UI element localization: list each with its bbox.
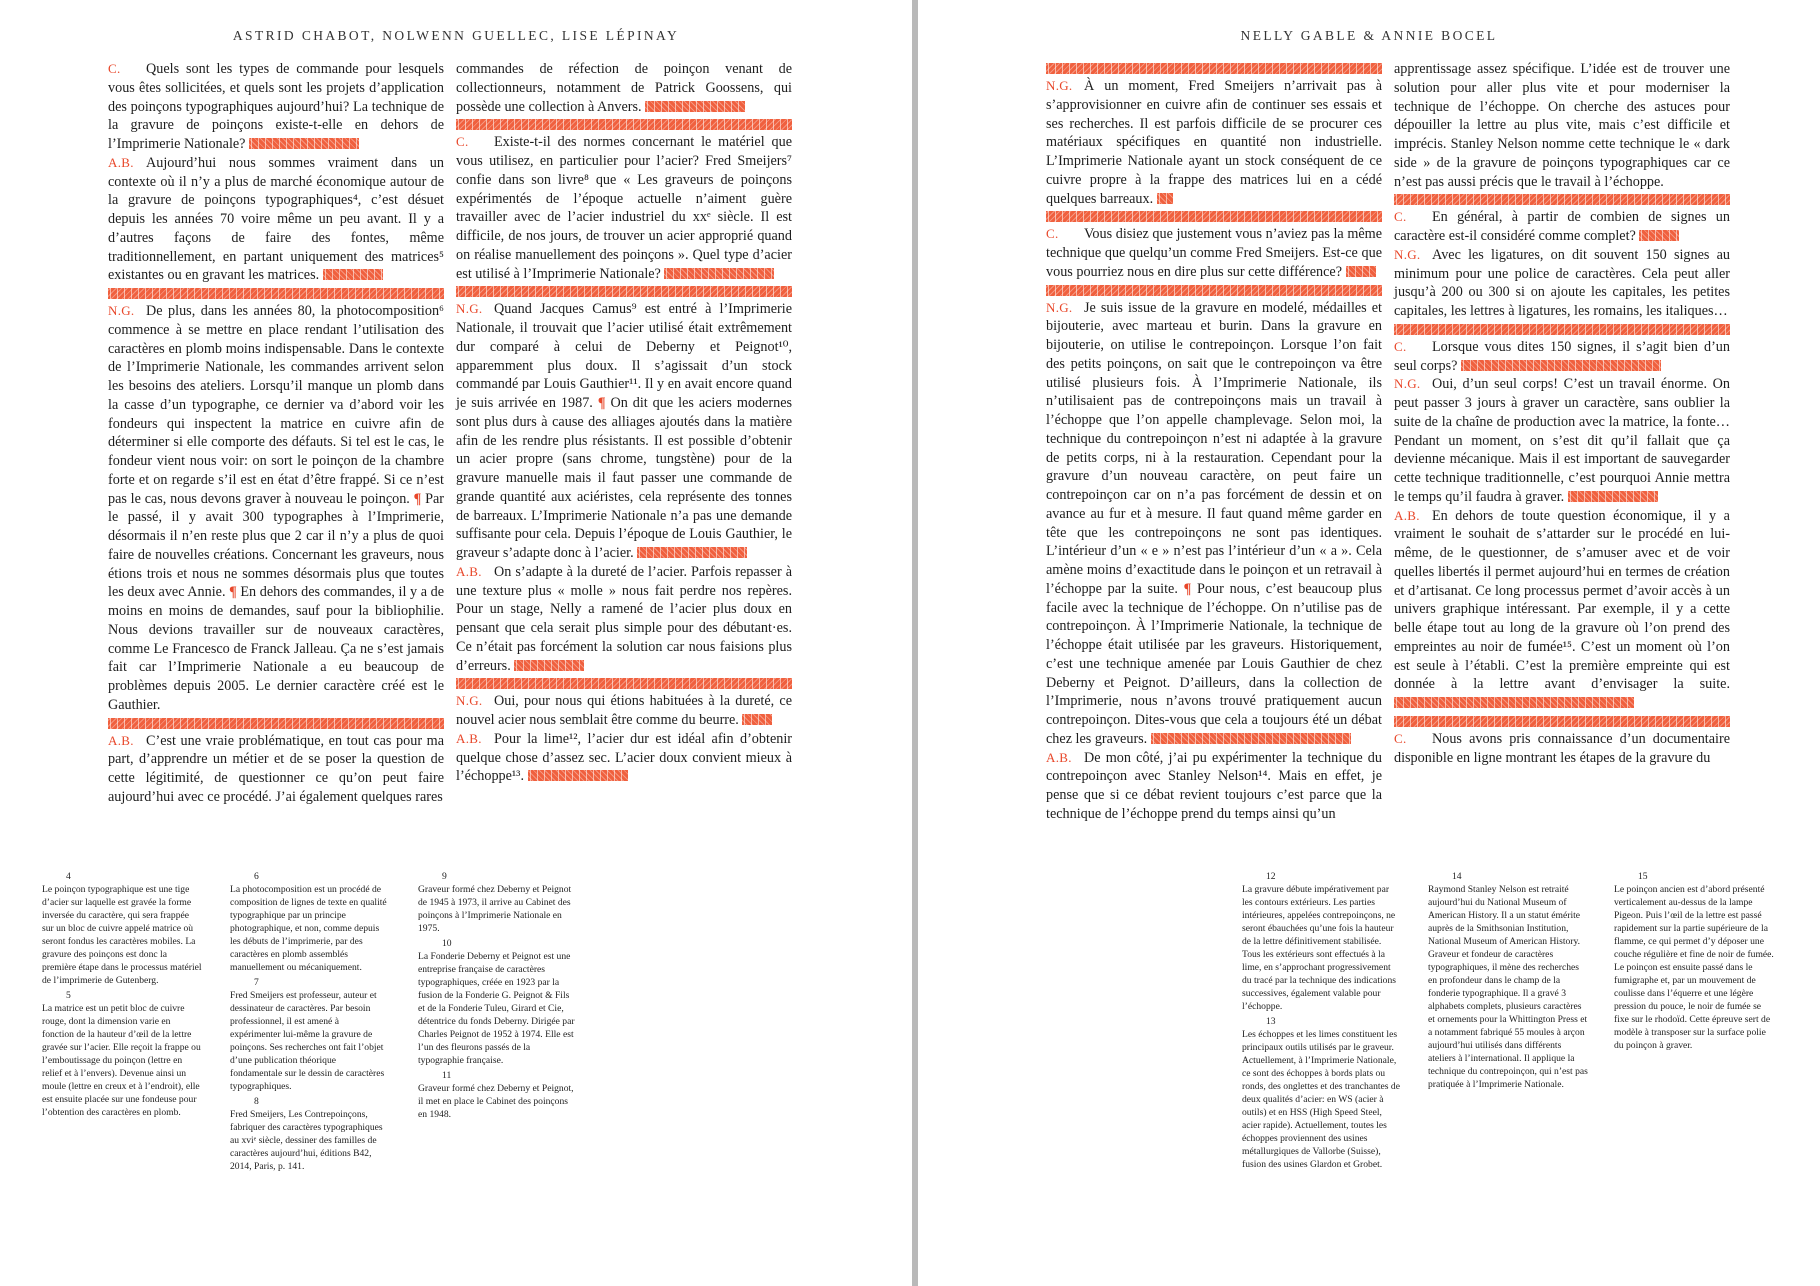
paragraph-text: De plus, dans les années 80, la photocomposition⁶ commence à se mettre en place rendant l’utilisation des caractères en plomb moins indispensable. Dans le contexte de l’Imprimerie Nationale, les commandes arrivent selon les besoins des ateliers. Lorsqu’il manque un plomb dans la casse d’un typographe, ce dernier va d’abord voir les fondeurs qui inspectent la matrice en cuivre afin de déterminer si elle comporte des défauts. Si tel est le cas, le fondeur vient nous voir: on sort le poinçon de la chambre forte et on regarde s’il est en état d’être frappé. Si ce n’est pas le cas, nous devons graver à nouveau le poinçon. [108, 303, 444, 507]
paragraph-text: Quels sont les types de commande pour lesquels vous êtes sollicitées, et quels sont les projets d’application des poinçons typographiques aujourd’hui? La technique de la gravure de poinçons existe-t-elle en dehors de l’Imprimerie Nationale? [108, 61, 444, 152]
right-column-2 [1394, 60, 1730, 767]
footnote-number: 10 [442, 938, 452, 949]
running-head-left: ASTRID CHABOT, NOLWENN GUELLEC, LISE LÉPINAY [232, 28, 680, 43]
ornament-fleuron [1346, 266, 1376, 277]
paragraph [1394, 730, 1730, 768]
footnote-number: 9 [442, 871, 447, 882]
pilcrow-icon: ¶ [229, 584, 237, 601]
paragraph [1394, 338, 1730, 376]
paragraph [1394, 60, 1730, 191]
ornament-row [1394, 324, 1730, 335]
footnote-number: 14 [1452, 871, 1462, 882]
footnote-number: 4 [66, 871, 71, 882]
paragraph-text: commandes de réfection de poinçon venant de collectionneurs, notamment de Patrick Goossens, qui possède une collection à Anvers. [456, 61, 792, 115]
ornament-fleuron [664, 268, 774, 279]
ornament-row [108, 718, 444, 729]
paragraph [456, 300, 792, 563]
footnote-number: 8 [254, 1096, 259, 1107]
footnote-text: Fred Smeijers, Les Contrepoinçons, fabriquer des caractères typographiques au xviᵉ siècle, dessiner des familles de caractères aujourd’hui, éditions B42, 2014, Paris, p. 141. [230, 1109, 383, 1172]
paragraph [456, 133, 792, 283]
ornament-fleuron [528, 770, 628, 781]
paragraph [456, 692, 792, 730]
paragraph-text: En général, à partir de combien de signes un caractère est-il considéré comme complet? [1394, 209, 1730, 244]
left-column-2 [456, 60, 792, 786]
ornament-fleuron [1568, 491, 1658, 502]
footnote-number: 13 [1266, 1016, 1276, 1027]
ornament-fleuron [514, 660, 584, 671]
footnote-number: 15 [1638, 871, 1648, 882]
paragraph-text: Aujourd’hui nous sommes vraiment dans un contexte où il n’y a plus de marché économique autour de la gravure de poinçons typographiques⁴, c’est désuet depuis les années 70 voire même un peu avant. Il y a d’autres façons de faire des fontes, même traditionnellement, en partant uniquement des matrices⁵ existantes ou en gravant les matrices. [108, 154, 444, 284]
footnote-text: Graveur formé chez Deberny et Peignot, il met en place le Cabinet des poinçons en 1948. [418, 1083, 574, 1120]
paragraph [108, 154, 444, 285]
footnote-text: Graveur formé chez Deberny et Peignot de 1945 à 1973, il arrive au Cabinet des poinçons à l’Imprimerie Nationale en 1975. [418, 884, 572, 934]
ornament-fleuron [1151, 733, 1351, 744]
speaker-label: N.G. [1046, 299, 1073, 315]
paragraph-text: Quand Jacques Camus⁹ est entré à l’Imprimerie Nationale, il trouvait que l’acier utilisé était extrêmement dur comparé à celui de Deberny et Peignot¹⁰, apparemment plus doux. Il s’agissait d’un stock commandé par Louis Gauthier¹¹. Il y en avait encore quand je suis arrivée en 1987. [456, 301, 792, 411]
ornament-row [108, 288, 444, 299]
speaker-label: A.B. [108, 732, 134, 748]
speaker-label: N.G. [108, 303, 135, 318]
footnote-number: 7 [254, 977, 259, 988]
ornament-fleuron [742, 714, 772, 725]
ornament-row [1394, 194, 1730, 205]
footnote-number: 12 [1266, 871, 1276, 882]
paragraph [1394, 375, 1730, 506]
footnote-text: La matrice est un petit bloc de cuivre rouge, dont la dimension varie en fonction de la hauteur d’œil de la lettre gravée sur l’acier. Elle reçoit la frappe ou l’emboutissage du poinçon (lettre en relief et à l’envers). Devenue ainsi un moule (lettre en creux et à l’endroit), elle est ensuite placée sur une fondeuse pour l’obtention des caractères en plomb. [42, 1003, 201, 1118]
speaker-label: A.B. [456, 563, 482, 579]
speaker-label: N.G. [456, 301, 483, 317]
pilcrow-icon: ¶ [597, 395, 606, 411]
ornament-row [456, 119, 792, 130]
footnote-text: La photocomposition est un procédé de composition de lignes de texte en qualité typographique par un principe photographique, et non, comme depuis les débuts de l’imprimerie, par des caractères en plomb assemblés manuellement ou mécaniquement. [230, 884, 387, 973]
ornament-fleuron [645, 101, 745, 112]
paragraph-text: Oui, d’un seul corps! C’est un travail énorme. On peut passer 3 jours à graver un caractère, sans oublier la suite de la chaîne de production avec la matrice, la fonte… Pendant un moment, on s’est dit qu’il fallait que ça devienne mécanique. Mais il est important de sauvegarder cette technique traditionnelle, c’est pourquoi Annie mettra le temps qu’il faudra à graver. [1394, 376, 1730, 505]
footnote-column [42, 868, 202, 1119]
ornament-row [456, 678, 792, 689]
footnote-column [418, 868, 578, 1121]
pilcrow-icon: ¶ [413, 490, 422, 507]
paragraph-text: Oui, pour nous qui étions habituées à la dureté, ce nouvel acier nous semblait être comme du beurre. [456, 693, 792, 728]
speaker-label: N.G. [456, 693, 483, 709]
paragraph [108, 732, 444, 807]
ornament-row [1046, 285, 1382, 296]
footnote-column [1614, 868, 1774, 1052]
paragraph-text: On dit que les aciers modernes sont plus durs à cause des alliages ajoutés dans la matière afin de les rendre plus résistants. Il est possible d’obtenir un acier propre (sans chrome, tungstène) pour de la gravure manuelle mais il faut passer une commande de grande quantité aux aciéristes, cela représente des tonnes de barreaux. L’Imprimerie Nationale n’a pas une demande suffisante pour cela. Depuis l’époque de Louis Gauthier, le graveur s’adapte donc à l’acier. [456, 395, 793, 561]
footnote-column [1428, 868, 1588, 1091]
paragraph [108, 60, 444, 154]
paragraph-text: Nous avons pris connaissance d’un documentaire disponible en ligne montrant les étapes de la gravure du [1394, 730, 1730, 766]
footnote-text: Raymond Stanley Nelson est retraité aujourd’hui du National Museum of American History. Il a un statut émérite auprès de la Smithsonian Institution, National Museum of American History. Graveur et fondeur de caractères typographiques, il mène des recherches en profondeur dans le champ de la fonderie typographique. Il a gravé 3 alphabets complets, plusieurs caractères et ornements pour la Whittington Press et a notamment fabriqué 55 moules à arçon aujourd’hui utilisés dans différents ateliers à l’international. Il applique la technique du contrepoinçon, qui n’est pas pratiquée à l’Imprimerie Nationale. [1428, 884, 1588, 1090]
paragraph [1046, 299, 1382, 749]
paragraph [1394, 208, 1730, 246]
footnote-number: 6 [254, 871, 259, 882]
footnote-text: Les échoppes et les limes constituent les principaux outils utilisés par le graveur. Actuellement, à l’Imprimerie Nationale, ce sont des échoppes à bords plats ou ronds, des onglettes et des tranchantes de deux qualités d’acier: en WS (acier à outils) et en HSS (High Speed Steel, acier rapide). Actuellement, toutes les échoppes proviennent des usines métallurgiques de Vallorbe (Suisse), fusion des usines Glardon et Grobet. [1242, 1029, 1400, 1170]
paragraph-text: Vous disiez que justement vous n’aviez pas la même technique que quelqu’un comme Fred Smeijers. Est-ce que vous pourriez nous en dire plus sur cette différence? [1046, 226, 1382, 280]
ornament-fleuron [323, 269, 383, 280]
paragraph-text: Je suis issue de la gravure en modelé, médailles et bijouterie, avec marteau et burin. Dans la gravure en bijouterie, on utilise le contrepoinçon. Lorsque l’on fait des petits poinçons, on sait que le contrepoinçon va être utilisé plusieurs fois. À l’Imprimerie Nationale, ils n’utilisaient pas de contrepoinçons mais un travail à l’échoppe que l’on appelle champlevage. Selon moi, la technique du contrepoinçon n’est ni adaptée à la gravure de petits corps, ni à la restauration. Cependant pour la gravure d’un nouveau caractère, on peut faire un contrepoinçon car on n’a pas forcément de dessin et on avance au fur et à mesure. Il faut quand même garder en tête que les contrepoinçons ne sont pas identiques. L’intérieur d’un « e » n’est pas l’intérieur d’un « a ». Cela amène moins d’exactitude dans le poinçon et un retravail à l’échoppe par la suite. [1046, 299, 1382, 597]
paragraph-text: Avec les ligatures, on dit souvent 150 signes au minimum pour une police de caractères. Cela peut aller jusqu’à 200 ou 300 si on ajoute les capitales, les petites capitales, les lettres à ligatures, les romains, les italiques… [1394, 246, 1730, 319]
footnote-number: 5 [66, 990, 71, 1001]
paragraph-text: Pour nous, c’est beaucoup plus facile avec la technique de l’échoppe. On n’utilise pas de contrepoinçon. À l’Imprimerie Nationale, la technique de l’échoppe était utilisée par les graveurs. Historiquement, c’est une technique amenée par Louis Gauthier de chez Deberny et Peignot. D’ailleurs, dans la collection de l’Imprimerie, nous n’avons trouvé pratiquement aucun contrepoinçon. Dites-vous que cela a toujours été un débat chez les graveurs. [1046, 580, 1382, 747]
ornament-fleuron [1157, 193, 1173, 204]
paragraph [456, 563, 792, 676]
ornament-fleuron [1394, 697, 1634, 708]
ornament-row [1046, 211, 1382, 222]
running-head-right: NELLY GABLE & ANNIE BOCEL [1240, 28, 1498, 43]
ornament-row [1046, 63, 1382, 74]
speaker-label: N.G. [1394, 246, 1421, 262]
paragraph-text: C’est une vraie problématique, en tout cas pour ma part, d’apprendre un métier et de se poser la question de cette légitimité, de questionner ce qu’on peut faire aujourd’hui avec ce procédé. J’ai également quelques rares [108, 732, 444, 805]
left-column-1 [108, 60, 444, 807]
right-column-1 [1046, 60, 1382, 824]
speaker-label: C. [1046, 226, 1059, 242]
footnote-text: Le poinçon ancien est d’abord présenté verticalement au-dessus de la lampe Pigeon. Puis l’œil de la lettre est passé rapidement sur la partie supérieure de la flamme, ce qui permet d’y déposer une couche régulière et fine de noir de fumée. Le poinçon est ensuite passé dans le fumigraphe et, par un mouvement de coulisse dans l’équerre et une légère pression du pouce, le noir de fumée se fixe sur le rhodoïd. Cette épreuve sert de modèle à transposer sur la surface polie du poinçon à graver. [1614, 884, 1774, 1051]
paragraph [456, 60, 792, 116]
paragraph-text: apprentissage assez spécifique. L’idée est de trouver une solution pour aller plus vite et pour moderniser la technique de l’échoppe. On cherche des astuces pour dépouiller la lettre au plus vite, mais c’est difficile et imprécis. Stanley Nelson nomme cette technique le « dark side » de la gravure de poinçons typographiques car ce n’est pas aussi précis que le travail à l’échoppe. [1394, 61, 1730, 190]
paragraph-text: Par le passé, il y avait 300 typographes à l’Imprimerie, désormais il n’en reste plus que 2 car il n’y a plus de quoi faire de nouvelles créations. Concernant les graveurs, nous étions trois et nous ne sommes désormais plus que toutes les deux avec Annie. [108, 490, 445, 601]
speaker-label: C. [108, 61, 121, 76]
paragraph [1394, 246, 1730, 321]
ornament-row [456, 286, 792, 297]
speaker-label: A.B. [108, 154, 134, 170]
speaker-label: C. [1394, 209, 1407, 225]
paragraph-text: En dehors des commandes, il y a de moins en moins de demandes, sauf pour la bibliophilie. Nous devions travailler sur de nouveaux caractères, comme Le Francesco de Franck Jalleau. Ça ne s’est jamais fait car l’Imprimerie Nationale a eu beaucoup de problèmes depuis 2005. Le dernier caractère créé est le Gauthier. [108, 584, 444, 713]
paragraph [1394, 507, 1730, 713]
footnote-number: 11 [442, 1070, 452, 1081]
paragraph-text: À un moment, Fred Smeijers n’arrivait pas à s’approvisionner en cuivre afin de continuer ses essais et ses recherches. Il est parfois difficile de se procurer ces matériaux spécifiques en quantité non industrielle. L’Imprimerie Nationale ayant un stock conséquent de ce cuivre propre à la frappe des matrices lui en a cédé quelques barreaux. [1046, 78, 1382, 207]
speaker-label: N.G. [1046, 78, 1073, 93]
speaker-label: C. [456, 134, 469, 150]
speaker-label: C. [1394, 730, 1407, 746]
ornament-fleuron [249, 138, 359, 149]
speaker-label: A.B. [1394, 507, 1420, 523]
paragraph-text: On s’adapte à la dureté de l’acier. Parfois repasser à une texture plus « molle » nous fait perdre nos repères. Pour un stage, Nelly a ramené de l’acier plus doux en pensant que cela serait plus simple pour des débutant·es. Ce n’était pas forcément la solution car nous faisions plus d’erreurs. [456, 563, 792, 674]
paragraph-text: Pour la lime¹², l’acier dur est idéal afin d’obtenir quelque chose d’assez sec. L’acier doux convient mieux à l’échoppe¹³. [456, 730, 792, 785]
speaker-label: C. [1394, 338, 1407, 354]
ornament-fleuron [1461, 360, 1661, 371]
paragraph-text: Existe-t-il des normes concernant le matériel que vous utilisez, en particulier pour l’acier? Fred Smeijers⁷ confie dans son livre⁸ que « Les graveurs de poinçons expérimentés de l’époque actuelle n’aiment guère travailler avec de l’acier industriel du xxᵉ siècle. Il est difficile, de nos jours, de trouver un acier approprié quand on réalise manuellement des poinçons ». Quel type d’acier est utilisé à l’Imprimerie Nationale? [456, 134, 792, 282]
footnote-text: Fred Smeijers est professeur, auteur et dessinateur de caractères. Par besoin professionnel, il est amené à expérimenter lui-même la gravure de poinçons. Ses recherches ont fait l’objet d’une publication théorique fondamentale sur le dessin de caractères typographiques. [230, 990, 385, 1092]
speaker-label: N.G. [1394, 376, 1421, 392]
speaker-label: A.B. [456, 730, 482, 746]
paragraph [1046, 749, 1382, 824]
pilcrow-icon: ¶ [1183, 580, 1192, 597]
right-page [918, 0, 1820, 1286]
paragraph [1046, 225, 1382, 281]
footnote-column [1242, 868, 1402, 1171]
ornament-row [1394, 716, 1730, 727]
footnote-text: La Fonderie Deberny et Peignot est une entreprise française de caractères typographiques, créée en 1923 par la fusion de la Fonderie G. Peignot & Fils et de la Fonderie Tuleu, Girard et Cie, détentrice du fonds Deberny. Dirigée par Charles Peignot de 1952 à 1974. Elle est l’un des fleurons passés de la typographie française. [418, 951, 575, 1066]
ornament-fleuron [1639, 230, 1679, 241]
footnote-column [230, 868, 390, 1173]
footnote-text: La gravure débute impérativement par les contours extérieurs. Les parties intérieures, appelées contrepoinçons, ne seront ébauchées qu’une fois la hauteur de la lettre définitivement stabilisée. Tous les extérieurs sont effectués à la lime, en s’approchant progressivement du tracé par la technique des indications successives, également valable pour l’échoppe. [1242, 884, 1396, 1012]
paragraph [456, 730, 792, 786]
ornament-fleuron [637, 547, 747, 558]
footnote-text: Le poinçon typographique est une tige d’acier sur laquelle est gravée la forme inversée du caractère, qui sera frappée sur un bloc de cuivre appelé matrice où seront fondus les caractères mobiles. La gravure des poinçons est donc la première étape dans le processus matériel de l’imprimerie de Gutenberg. [42, 884, 202, 986]
paragraph [108, 302, 444, 715]
paragraph-text: Lorsque vous dites 150 signes, il s’agit bien d’un seul corps? [1394, 338, 1730, 374]
paragraph-text: En dehors de toute question économique, il y a vraiment le souhait de s’attarder sur le procédé en lui-même, de le questionner, de s’amuser avec et de voir quelles libertés il permet aujourd’hui en termes de création et d’artisanat. Ce long processus permet d’avoir accès à un univers graphique intéressant. Par exemple, il y a cette belle étape tout au long de la gravure où l’on prend des empreintes au noir de fumée¹⁵. C’est un moment où l’on est seule à l’établi. C’est la première empreinte qui est donnée à la lettre avant d’envisager la suite. [1394, 507, 1730, 693]
paragraph-text: De mon côté, j’ai pu expérimenter la technique du contrepoinçon avec Stanley Nelson¹⁴. Mais en effet, je pense que si ce débat revient toujours c’est parce que la technique de l’échoppe prend du temps ainsi qu’un [1046, 749, 1382, 822]
paragraph [1046, 77, 1382, 208]
speaker-label: A.B. [1046, 749, 1072, 765]
